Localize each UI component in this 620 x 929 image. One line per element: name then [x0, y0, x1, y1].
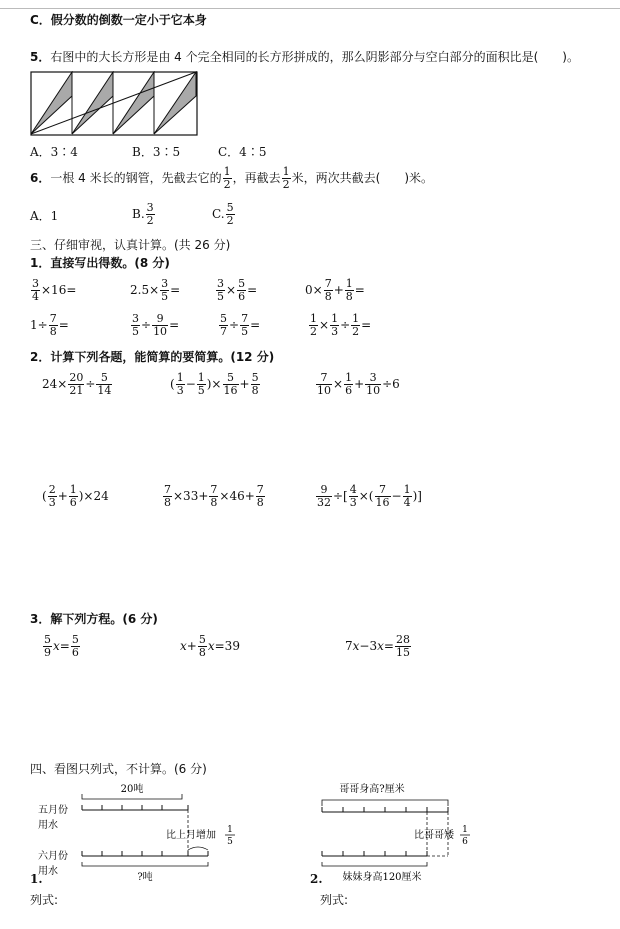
calc-1-4: 0× $\frac{7}{8}$ + $\frac{1}{8}$ = [305, 277, 365, 303]
section-3-sub-2: 2．计算下列各题，能简算的要简算。(12 分) [30, 350, 275, 364]
calc-2-3: $\frac{7}{10}$ × $\frac{1}{6}$ + $\frac{3}{10}$ ÷6 [317, 371, 400, 397]
question-5 [30, 48, 579, 65]
frac-numerator: 1 [223, 165, 231, 178]
q6-frac-1 [223, 166, 232, 191]
q6-text-b: ，再截去 [232, 171, 281, 185]
frac-denominator: 2 [282, 178, 290, 191]
brace-bottom [82, 862, 208, 866]
calc-1-5: 1÷ $\frac{7}{8}$ = [30, 312, 69, 338]
q5-text: 右图中的大长方形是由 4 个完全相同的长方形拼成的，那么阴影部分与空白部分的面积比是( )。 [50, 50, 579, 64]
brother-ticks [322, 807, 448, 812]
fig2-bottom-label: 妹妹身高120厘米 [342, 872, 422, 883]
question-6 [30, 164, 433, 192]
calc-2-1: 24× $\frac{20}{21}$ ÷ $\frac{5}{14}$ [42, 371, 112, 397]
fig1-note-num: 1 [227, 825, 233, 835]
calc-2-2: ( $\frac{1}{3}$ − $\frac{1}{5}$ )× $\frac{5}{16}$ + $\frac{5}{8}$ [170, 371, 259, 397]
q6-option-b-frac [146, 202, 155, 227]
rectangle-figure [30, 71, 200, 137]
fig1-row2b: 用水 [38, 866, 58, 877]
section-3-title: 三、仔细审视，认真计算。(共 26 分) [30, 238, 231, 252]
figure-water-usage [30, 780, 250, 888]
fig2-lieshi: 列式: [320, 893, 349, 907]
frac-numerator: 1 [282, 165, 290, 178]
fig2-note-den: 6 [462, 837, 468, 847]
q5-option-b: B．3∶5 [132, 145, 181, 159]
q5-option-c: C．4∶5 [218, 145, 267, 159]
section-3-sub-3: 3．解下列方程。(6 分) [30, 612, 158, 626]
q6-option-c-frac [226, 202, 235, 227]
equation-3: 7x−3x= $\frac{28}{15}$ [345, 633, 410, 659]
calc-1-3: $\frac{3}{5}$ × $\frac{5}{6}$ = [217, 277, 258, 303]
calc-2-4: ( $\frac{2}{3}$ + $\frac{1}{6}$ )×24 [42, 483, 109, 509]
june-ticks [82, 851, 208, 856]
calc-2-6: $\frac{9}{32}$ ÷[ $\frac{4}{3}$ ×( $\frac{7}{16}$ − $\frac{1}{4}$ )] [317, 483, 422, 509]
fig2-number: 2. [310, 872, 323, 886]
q6-option-c [212, 200, 236, 228]
q6-option-c-label: C. [212, 207, 225, 221]
frac-numerator: 5 [226, 201, 234, 214]
option-c-text: C．假分数的倒数一定小于它本身 [30, 13, 207, 27]
fig2-top-label: 哥哥身高?厘米 [339, 784, 405, 795]
calc-1-7: $\frac{5}{7}$ ÷ $\frac{7}{5}$ = [220, 312, 261, 338]
fig1-note: 比上月增加 [166, 830, 216, 841]
calc-1-8: $\frac{1}{2}$ × $\frac{1}{3}$ ÷ $\frac{1}{2}$ = [310, 312, 372, 338]
q6-number: 6． [30, 171, 51, 185]
brace-top-2 [322, 800, 448, 806]
q5-number: 5． [30, 50, 51, 64]
fig1-row1a: 五月份 [38, 805, 68, 816]
figure-height [310, 780, 480, 888]
q6-text-c: 米，两次共截去( )米。 [291, 171, 434, 185]
fig1-top-label: 20吨 [120, 784, 144, 795]
frac-denominator: 2 [226, 214, 234, 227]
frac-numerator: 3 [146, 201, 154, 214]
q6-text-a: 一根 4 米长的钢管，先截去它的 [50, 171, 222, 185]
q6-option-b [132, 200, 156, 228]
fig1-lieshi: 列式: [30, 893, 59, 907]
calc-1-2: 2.5× $\frac{3}{5}$ = [130, 277, 181, 303]
q6-option-a: A．1 [30, 209, 59, 223]
calc-1-1: $\frac{3}{4}$ ×16= [32, 277, 77, 303]
q6-option-b-label: B. [132, 207, 145, 221]
section-4-title: 四、看图只列式，不计算。(6 分) [30, 762, 207, 776]
fig1-bottom-label: ?吨 [137, 872, 153, 883]
calc-2-5: $\frac{7}{8}$ ×33+ $\frac{7}{8}$ ×46+ $\frac{7}{8}$ [164, 483, 264, 509]
q5-option-a: A．3∶4 [30, 145, 78, 159]
increase-brace [188, 847, 208, 850]
top-rule [0, 8, 620, 9]
calc-1-6: $\frac{3}{5}$ ÷ $\frac{9}{10}$ = [132, 312, 180, 338]
sister-ticks [322, 851, 427, 856]
q6-frac-2 [282, 166, 291, 191]
equation-2: x+ $\frac{5}{8}$ x=39 [180, 633, 240, 659]
fig1-row2a: 六月份 [38, 851, 68, 862]
section-3-sub-1: 1．直接写出得数。(8 分) [30, 256, 170, 270]
fig2-note: 比哥哥矮 [414, 830, 454, 841]
brace-bottom-2 [322, 862, 427, 866]
may-ticks [82, 805, 188, 810]
fig1-number: 1. [30, 872, 43, 886]
fig1-note-den: 5 [227, 837, 233, 847]
frac-denominator: 2 [146, 214, 154, 227]
equation-1: $\frac{5}{9}$ x= $\frac{5}{6}$ [44, 633, 79, 659]
fig1-row1b: 用水 [38, 820, 58, 831]
fig2-note-num: 1 [462, 825, 468, 835]
frac-denominator: 2 [223, 178, 231, 191]
